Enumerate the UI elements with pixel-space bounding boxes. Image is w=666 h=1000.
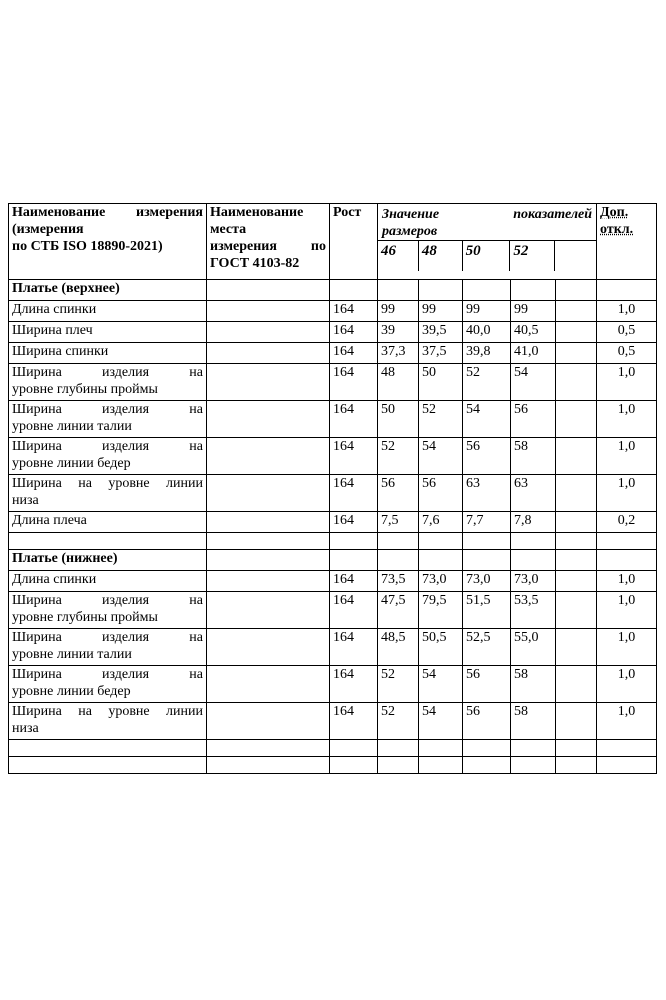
empty-cell — [556, 533, 597, 550]
empty-cell — [207, 740, 330, 757]
measurement-name-line: низа — [12, 493, 39, 508]
measurement-name-line: Длина спинки — [12, 302, 97, 317]
table-row — [9, 475, 657, 512]
measurement-name-line: уровне глубины проймы — [12, 382, 158, 397]
size-value: 37,3 — [378, 343, 419, 364]
size-value-empty — [556, 592, 597, 629]
size-value: 51,5 — [463, 592, 511, 629]
size-value: 50 — [419, 364, 463, 401]
section-row — [9, 280, 657, 301]
measurement-name — [9, 592, 207, 629]
tolerance-value: 1,0 — [597, 475, 657, 512]
size-value: 52 — [419, 401, 463, 438]
size-value: 52 — [378, 666, 419, 703]
size-value: 54 — [419, 666, 463, 703]
measurement-name — [9, 629, 207, 666]
empty-cell — [330, 757, 378, 774]
empty-cell — [597, 280, 657, 301]
rost-value: 164 — [330, 322, 378, 343]
tolerance-value: 1,0 — [597, 438, 657, 475]
table-row — [9, 322, 657, 343]
empty-cell — [9, 533, 207, 550]
size-value: 58 — [511, 666, 556, 703]
measurement-table — [8, 203, 657, 774]
empty-row — [9, 533, 657, 550]
size-value-empty — [556, 322, 597, 343]
section-title: Платье (нижнее) — [9, 550, 207, 571]
size-value: 52 — [378, 703, 419, 740]
size-value: 54 — [463, 401, 511, 438]
header-place-line: измерения по — [210, 239, 326, 254]
measurement-name — [9, 571, 207, 592]
rost-value: 164 — [330, 512, 378, 533]
table-row — [9, 592, 657, 629]
size-value-empty — [556, 401, 597, 438]
size-value: 48,5 — [378, 629, 419, 666]
size-list — [378, 240, 596, 271]
empty-cell — [419, 757, 463, 774]
tolerance-value: 1,0 — [597, 401, 657, 438]
measurement-name — [9, 438, 207, 475]
measurement-place — [207, 343, 330, 364]
size-label: 48 — [419, 241, 463, 271]
header-name-line: измерения (измерения — [12, 205, 203, 237]
size-label: 50 — [463, 241, 511, 271]
empty-row — [9, 740, 657, 757]
size-value: 73,0 — [419, 571, 463, 592]
table-row — [9, 629, 657, 666]
measurement-place — [207, 438, 330, 475]
empty-cell — [463, 757, 511, 774]
empty-cell — [9, 740, 207, 757]
rost-value: 164 — [330, 438, 378, 475]
header-values-word: показателей — [513, 207, 592, 222]
rost-value: 164 — [330, 301, 378, 322]
empty-cell — [207, 280, 330, 301]
size-value: 39 — [378, 322, 419, 343]
size-value: 73,0 — [463, 571, 511, 592]
empty-cell — [511, 550, 556, 571]
size-value: 73,0 — [511, 571, 556, 592]
size-value: 41,0 — [511, 343, 556, 364]
empty-cell — [463, 550, 511, 571]
header-measurement-name — [9, 204, 207, 280]
size-label: 52 — [510, 241, 555, 271]
rost-value: 164 — [330, 475, 378, 512]
tolerance-value: 0,5 — [597, 343, 657, 364]
empty-cell — [556, 757, 597, 774]
tolerance-value: 0,5 — [597, 322, 657, 343]
header-size-values — [378, 204, 597, 280]
size-value: 58 — [511, 438, 556, 475]
size-value-empty — [556, 364, 597, 401]
header-tolerance-line: Доп. — [600, 205, 629, 220]
measurement-place — [207, 475, 330, 512]
tolerance-value: 1,0 — [597, 364, 657, 401]
header-place-line: Наименование — [210, 205, 304, 220]
size-value-empty — [556, 629, 597, 666]
size-value: 56 — [511, 401, 556, 438]
size-value-empty — [556, 666, 597, 703]
empty-cell — [597, 740, 657, 757]
tolerance-value: 1,0 — [597, 703, 657, 740]
empty-cell — [330, 740, 378, 757]
empty-cell — [378, 757, 419, 774]
table-row — [9, 301, 657, 322]
measurement-name-line: Ширина на уровне линии — [12, 704, 203, 719]
size-label-empty — [555, 241, 596, 271]
size-value: 53,5 — [511, 592, 556, 629]
empty-cell — [419, 740, 463, 757]
table-row — [9, 666, 657, 703]
empty-cell — [597, 550, 657, 571]
measurement-name-line: низа — [12, 721, 39, 736]
measurement-name-line: Ширина изделия на — [12, 402, 203, 417]
table-row — [9, 364, 657, 401]
rost-value: 164 — [330, 703, 378, 740]
empty-cell — [463, 740, 511, 757]
size-value: 56 — [463, 703, 511, 740]
size-value-empty — [556, 438, 597, 475]
empty-cell — [463, 533, 511, 550]
tolerance-value: 1,0 — [597, 301, 657, 322]
measurement-name-line: Ширина изделия на — [12, 630, 203, 645]
empty-cell — [330, 550, 378, 571]
header-name-line: по СТБ ISO 18890-2021) — [12, 239, 163, 254]
measurement-name — [9, 401, 207, 438]
size-value: 63 — [511, 475, 556, 512]
table-row — [9, 703, 657, 740]
measurement-place — [207, 512, 330, 533]
measurement-place — [207, 592, 330, 629]
measurement-place — [207, 629, 330, 666]
measurement-name-line: Длина плеча — [12, 513, 87, 528]
size-value-empty — [556, 475, 597, 512]
header-place-line: места — [210, 222, 247, 237]
empty-cell — [511, 740, 556, 757]
header-measurement-place — [207, 204, 330, 280]
size-value: 50,5 — [419, 629, 463, 666]
empty-cell — [597, 757, 657, 774]
header-tolerance-line: откл. — [600, 222, 634, 237]
tolerance-value: 1,0 — [597, 666, 657, 703]
size-value-empty — [556, 703, 597, 740]
empty-cell — [207, 533, 330, 550]
measurement-name — [9, 322, 207, 343]
size-value: 56 — [463, 438, 511, 475]
header-values-word: Значение — [382, 207, 440, 222]
measurement-name — [9, 301, 207, 322]
measurement-name — [9, 343, 207, 364]
table-row — [9, 438, 657, 475]
size-value: 54 — [419, 438, 463, 475]
tolerance-value: 1,0 — [597, 629, 657, 666]
tolerance-value: 0,2 — [597, 512, 657, 533]
size-value: 39,8 — [463, 343, 511, 364]
size-value: 58 — [511, 703, 556, 740]
size-value: 52,5 — [463, 629, 511, 666]
empty-cell — [330, 533, 378, 550]
measurement-name-line: Ширина изделия на — [12, 593, 203, 608]
size-value: 99 — [378, 301, 419, 322]
measurement-name — [9, 703, 207, 740]
table-row — [9, 401, 657, 438]
header-name-line: Наименование — [12, 205, 106, 220]
empty-cell — [463, 280, 511, 301]
table-row — [9, 571, 657, 592]
size-value: 54 — [511, 364, 556, 401]
measurement-place — [207, 401, 330, 438]
size-value: 79,5 — [419, 592, 463, 629]
empty-cell — [419, 550, 463, 571]
measurement-name — [9, 512, 207, 533]
empty-cell — [378, 740, 419, 757]
empty-cell — [597, 533, 657, 550]
measurement-name-line: уровне линии бедер — [12, 456, 131, 471]
size-value: 52 — [463, 364, 511, 401]
measurement-name — [9, 364, 207, 401]
empty-row — [9, 757, 657, 774]
measurement-name-line: Длина спинки — [12, 572, 97, 587]
size-value: 52 — [378, 438, 419, 475]
size-value: 56 — [378, 475, 419, 512]
measurement-name — [9, 666, 207, 703]
measurement-name-line: Ширина изделия на — [12, 365, 203, 380]
size-value: 56 — [419, 475, 463, 512]
size-value: 73,5 — [378, 571, 419, 592]
empty-cell — [378, 280, 419, 301]
measurement-place — [207, 571, 330, 592]
measurement-place — [207, 322, 330, 343]
measurement-name-line: Ширина на уровне линии — [12, 476, 203, 491]
size-value: 7,8 — [511, 512, 556, 533]
measurement-name-line: уровне линии талии — [12, 647, 132, 662]
measurement-name-line: уровне линии талии — [12, 419, 132, 434]
empty-cell — [207, 757, 330, 774]
size-value: 54 — [419, 703, 463, 740]
tolerance-value: 1,0 — [597, 592, 657, 629]
header-values-word: размеров — [382, 224, 438, 239]
rost-value: 164 — [330, 629, 378, 666]
rost-value: 164 — [330, 666, 378, 703]
measurement-place — [207, 301, 330, 322]
size-value: 7,5 — [378, 512, 419, 533]
size-value: 37,5 — [419, 343, 463, 364]
size-value-empty — [556, 571, 597, 592]
size-label: 46 — [378, 241, 419, 271]
section-title: Платье (верхнее) — [9, 280, 207, 301]
measurement-place — [207, 666, 330, 703]
measurement-name-line: Ширина изделия на — [12, 667, 203, 682]
size-value: 50 — [378, 401, 419, 438]
table-row — [9, 343, 657, 364]
size-value: 39,5 — [419, 322, 463, 343]
empty-cell — [511, 757, 556, 774]
tolerance-value: 1,0 — [597, 571, 657, 592]
empty-cell — [378, 550, 419, 571]
measurement-place — [207, 703, 330, 740]
size-value: 63 — [463, 475, 511, 512]
size-value: 48 — [378, 364, 419, 401]
size-value: 55,0 — [511, 629, 556, 666]
rost-value: 164 — [330, 343, 378, 364]
size-value: 99 — [511, 301, 556, 322]
empty-cell — [378, 533, 419, 550]
header-rost: Рост — [330, 204, 378, 280]
rost-value: 164 — [330, 592, 378, 629]
size-value: 99 — [463, 301, 511, 322]
empty-cell — [330, 280, 378, 301]
measurement-name-line: уровне линии бедер — [12, 684, 131, 699]
size-value: 99 — [419, 301, 463, 322]
empty-cell — [556, 740, 597, 757]
size-value-empty — [556, 301, 597, 322]
empty-cell — [419, 533, 463, 550]
measurement-place — [207, 364, 330, 401]
header-place-line: ГОСТ 4103-82 — [210, 256, 300, 271]
empty-cell — [511, 533, 556, 550]
measurement-name-line: уровне глубины проймы — [12, 610, 158, 625]
measurement-name-line: Ширина плеч — [12, 323, 93, 338]
empty-cell — [207, 550, 330, 571]
size-value-empty — [556, 343, 597, 364]
size-value: 40,0 — [463, 322, 511, 343]
header-tolerance — [597, 204, 657, 280]
empty-cell — [556, 550, 597, 571]
empty-cell — [511, 280, 556, 301]
rost-value: 164 — [330, 571, 378, 592]
rost-value: 164 — [330, 364, 378, 401]
size-value-empty — [556, 512, 597, 533]
measurement-name-line: Ширина спинки — [12, 344, 109, 359]
size-value: 47,5 — [378, 592, 419, 629]
size-value: 40,5 — [511, 322, 556, 343]
empty-cell — [419, 280, 463, 301]
size-value: 7,6 — [419, 512, 463, 533]
header-row — [9, 204, 657, 280]
empty-cell — [9, 757, 207, 774]
section-row — [9, 550, 657, 571]
size-value: 7,7 — [463, 512, 511, 533]
rost-value: 164 — [330, 401, 378, 438]
measurement-name — [9, 475, 207, 512]
measurement-name-line: Ширина изделия на — [12, 439, 203, 454]
table-row — [9, 512, 657, 533]
size-value: 56 — [463, 666, 511, 703]
empty-cell — [556, 280, 597, 301]
